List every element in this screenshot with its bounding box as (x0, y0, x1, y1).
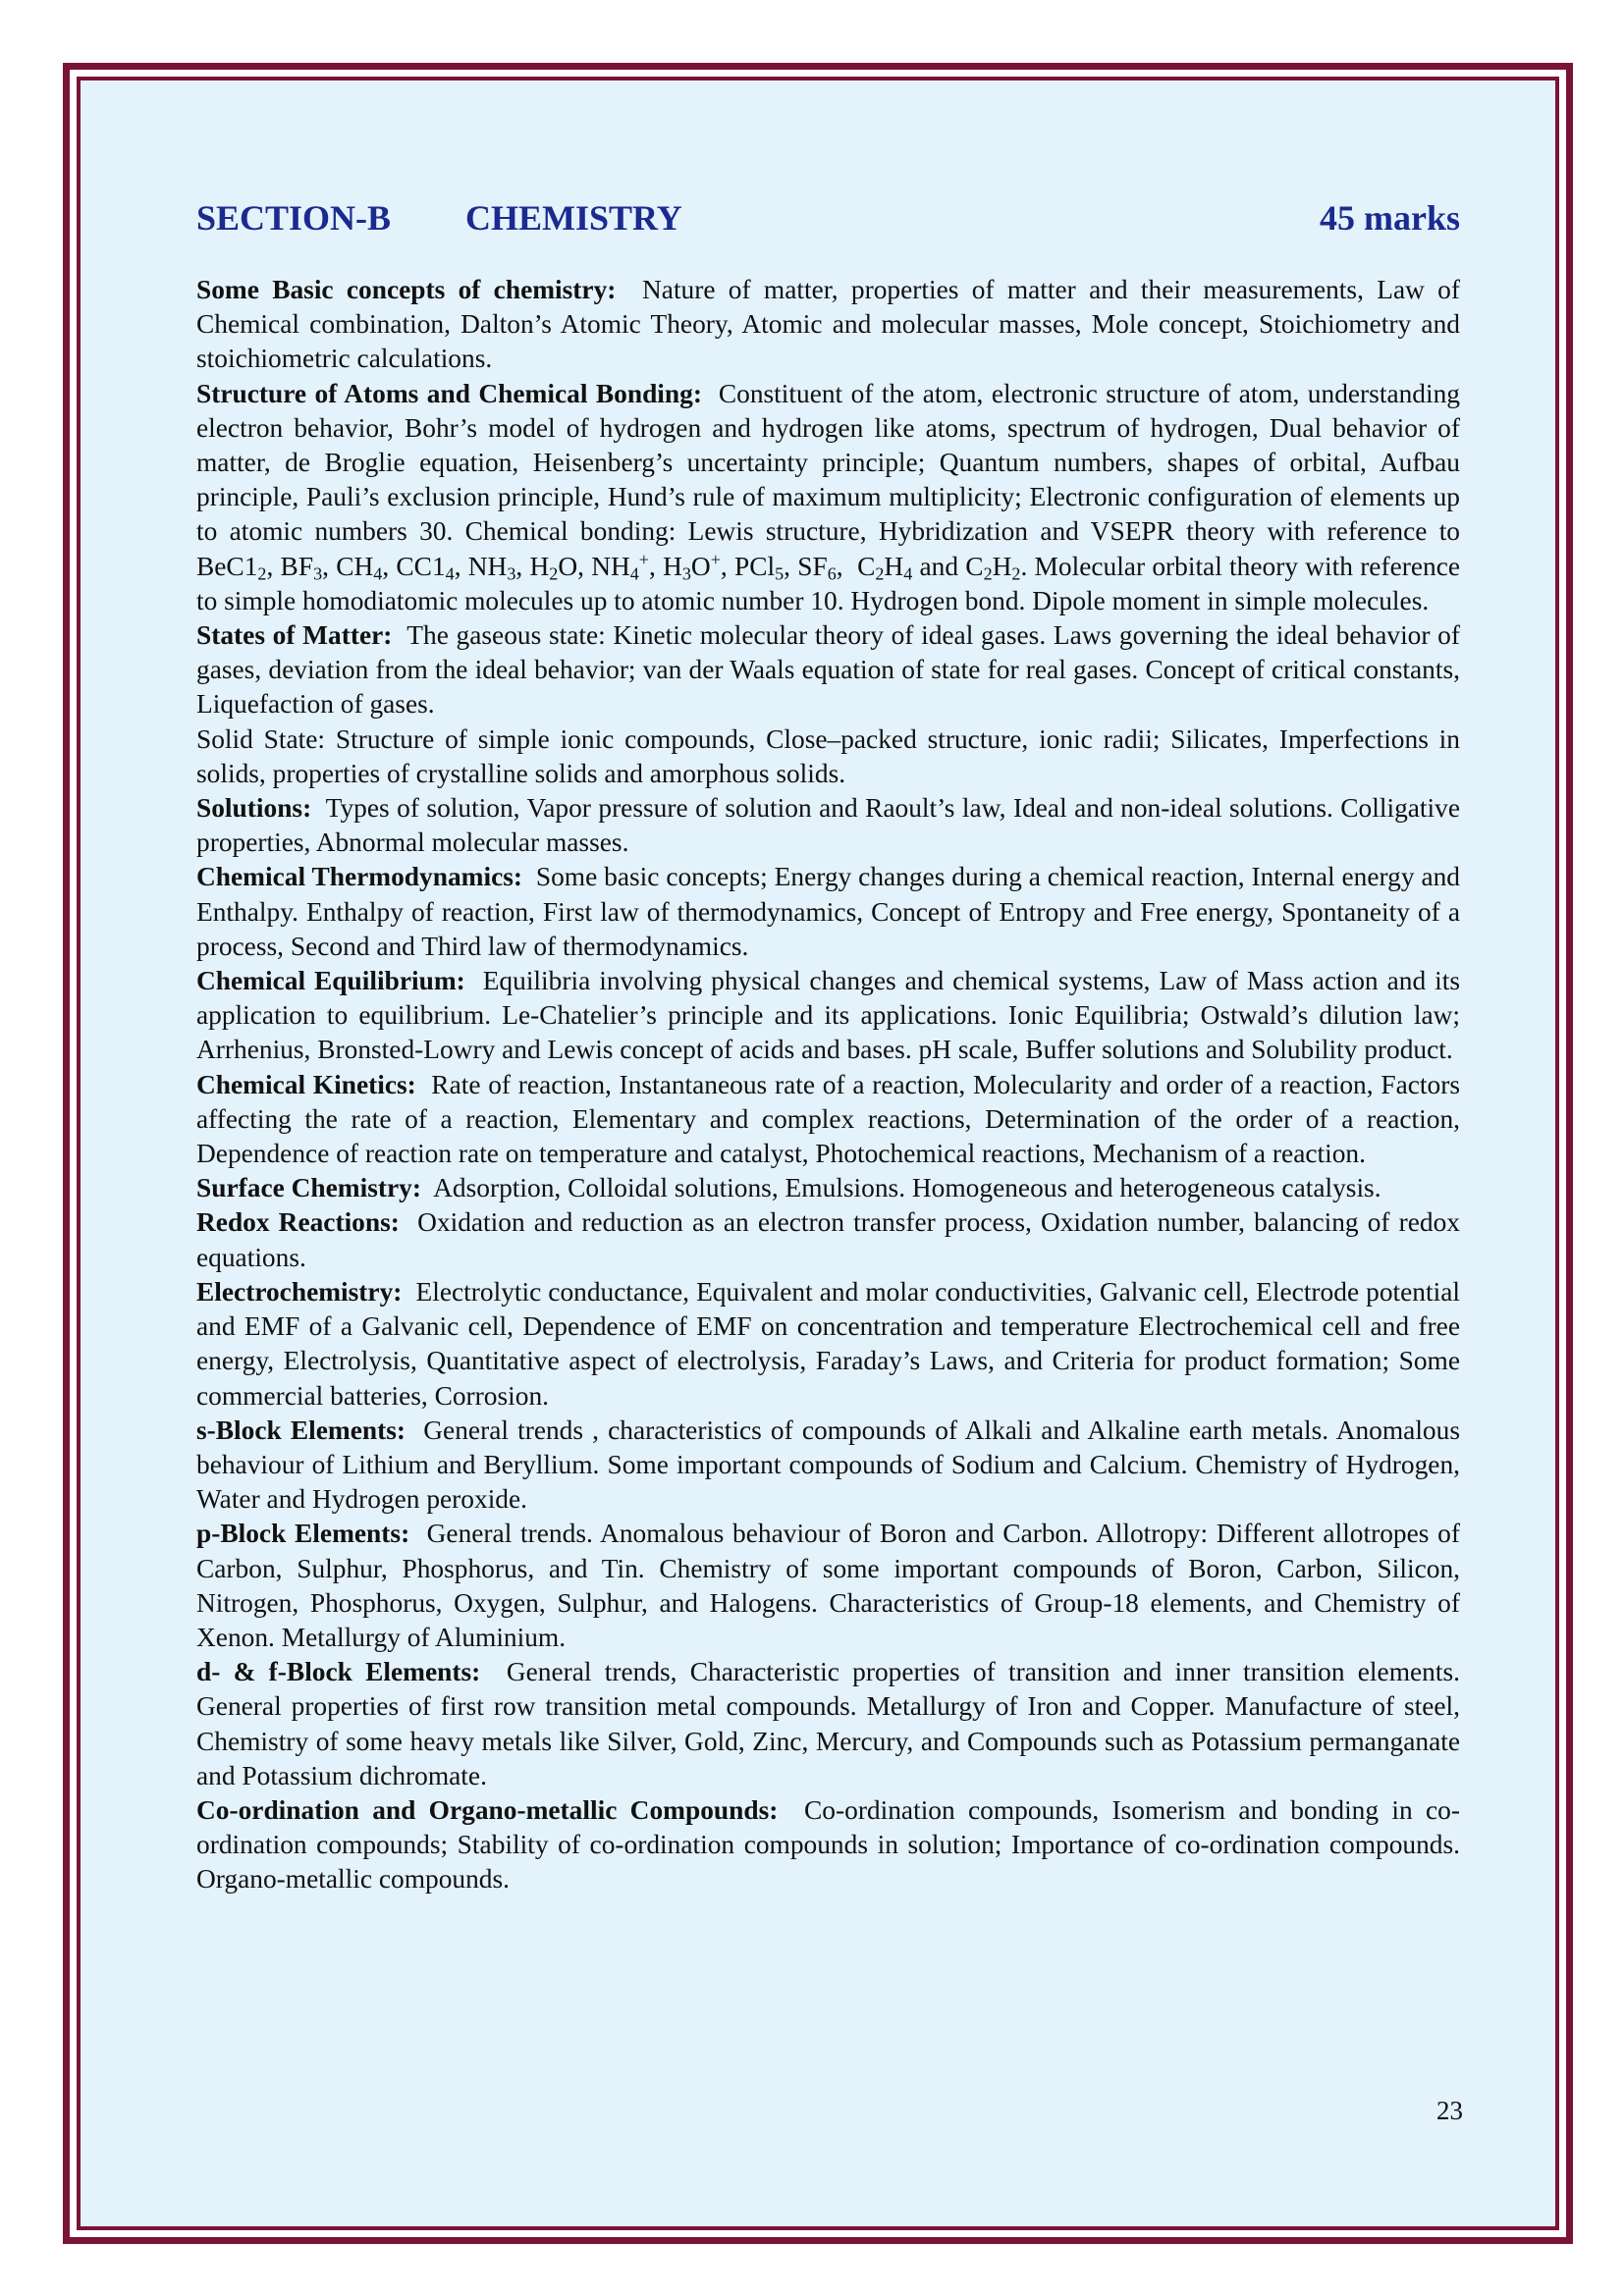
topic-title: Co-ordination and Organo-metallic Compounds: (196, 1794, 779, 1825)
topic-body: General trends, Characteristic properties of transition and inner transition elements. General properties of first row transition metal compounds. Metallurgy of Iron and Copper. Manufacture of steel, Chemistry of some heavy metals like Silver, Gold, Zinc, Mercury, and Compounds such as Potassium permanganate and Potassium dichromate. (196, 1657, 1460, 1790)
topic-title: s-Block Elements: (196, 1415, 406, 1445)
syllabus-topics (196, 273, 1460, 1897)
conjunction-and: and (919, 551, 959, 581)
topic-kinetics (196, 1068, 1460, 1172)
topic-solid-state (196, 722, 1460, 791)
formula-h2o: $H_2O$ (529, 551, 578, 584)
topic-body: Types of solution, Vapor pressure of solution and Raoult’s law, Ideal and non-ideal solutions. Colligative properties, Abnormal molecular masses. (196, 793, 1461, 858)
page-number: 23 (1436, 2096, 1463, 2125)
topic-title: p-Block Elements: (196, 1519, 410, 1549)
topic-body: Constituent of the atom, electronic structure of atom, understanding electron behavior, Bohr’s model of hydrogen and hydrogen like atoms, spectrum of hydrogen, Dual behavior of matter, de Broglie equation, Heisenberg’s uncertainty principle; Quantum numbers, shapes of orbital, Aufbau principle, Pauli’s exclusion principle, Hund’s rule of maximum multiplicity; Electronic configuration of elements up to atomic numbers 30. Chemical bonding: Lewis structure, Hybridization and VSEPR theory with reference to (196, 378, 1460, 547)
formula-ch4: $CH_4$ (336, 551, 383, 584)
formula-bf3: $BF_3$ (280, 551, 323, 584)
topic-title: Some Basic concepts of chemistry: (196, 275, 617, 304)
topic-surface-chemistry (196, 1171, 1460, 1205)
topic-solutions (196, 791, 1460, 860)
topic-body: The gaseous state: Kinetic molecular theory of ideal gases. Laws governing the ideal behavior of gases, deviation from the ideal behavior; van der Waals equation of state for real gases. Concept of critical constants, Liquefaction of gases. (196, 620, 1460, 720)
topic-body: Some basic concepts; Energy changes during a chemical reaction, Internal energy and Enthalpy. Enthalpy of reaction, First law of thermodynamics, Concept of Entropy and Free energy, Spontaneity of a process, Second and Third law of thermodynamics. (196, 862, 1460, 961)
topic-title: Surface Chemistry: (196, 1173, 421, 1203)
topic-equilibrium (196, 964, 1460, 1068)
topic-body: Oxidation and reduction as an electron transfer process, Oxidation number, balancing of redox equations. (196, 1207, 1460, 1272)
formula-becl2: $BeC1_2$ (196, 551, 267, 584)
section-subject: CHEMISTRY (465, 198, 682, 238)
topic-basic-concepts (196, 273, 1460, 377)
topic-title: Chemical Equilibrium: (196, 966, 465, 996)
topic-body: General trends , characteristics of compounds of Alkali and Alkaline earth metals. Anomalous behaviour of Lithium and Beryllium. Some important compounds of Sodium and Calcium. Chemistry of Hydrogen, Water and Hydrogen peroxide. (196, 1415, 1460, 1515)
topic-body-continued: Molecular orbital theory with reference to simple homodiatomic molecules up to atomic number 10. Hydrogen bond. Dipole moment in simple molecules. (196, 551, 1461, 615)
topic-electrochemistry (196, 1275, 1460, 1414)
topic-body: Adsorption, Colloidal solutions, Emulsions. Homogeneous and heterogeneous catalysis. (433, 1173, 1381, 1203)
topic-thermodynamics (196, 860, 1460, 964)
formula-sf6: $SF_6$ (797, 551, 837, 584)
topic-title: d- & f-Block Elements: (196, 1657, 481, 1687)
topic-title: Chemical Kinetics: (196, 1069, 416, 1099)
section-header (196, 192, 1460, 243)
formula-c2h2: $C_2H_2$ (965, 551, 1021, 584)
topic-title: States of Matter: (196, 620, 393, 651)
formula-nh4: $NH_4^+$ (591, 549, 649, 584)
page-content (196, 192, 1460, 1897)
formula-nh3: $NH_3$ (467, 551, 516, 584)
topic-body: Equilibria involving physical changes and chemical systems, Law of Mass action and its application to equilibrium. Le-Chatelier’s principle and its applications. Ionic Equilibria; Ostwald’s dilution law; Arrhenius, Bronsted-Lowry and Lewis concept of acids and bases. pH scale, Buffer solutions and Solubility product. (196, 966, 1460, 1065)
formula-h3o: $H_3O^+$ (663, 549, 721, 584)
formula-pcl5: PCl$_5$ (734, 551, 785, 584)
topic-title: Chemical Thermodynamics: (196, 862, 523, 892)
section-code: SECTION-B (196, 198, 392, 238)
topic-title: Solutions: (196, 793, 312, 824)
topic-body: Rate of reaction, Instantaneous rate of a reaction, Molecularity and order of a reaction, Factors affecting the rate of a reaction, Elementary and complex reactions, Determination of the order of a reaction, Dependence of reaction rate on temperature and catalyst, Photochemical reactions, Mechanism of a reaction. (196, 1069, 1460, 1169)
topic-body: Solid State: Structure of simple ionic compounds, Close–packed structure, ionic radii; Silicates, Imperfections in solids, properties of crystalline solids and amorphous solids. (196, 723, 1460, 788)
topic-p-block (196, 1517, 1460, 1655)
topic-body: General trends. Anomalous behaviour of Boron and Carbon. Allotropy: Different allotropes of Carbon, Sulphur, Phosphorus, and Tin. Chemistry of some important compounds of Boron, Carbon, Silicon, Nitrogen, Phosphorus, Oxygen, Sulphur, and Halogens. Characteristics of Group-18 elements, and Chemistry of Xenon. Metallurgy of Aluminium. (196, 1519, 1460, 1652)
formula-c2h4: $C_2H_4$ (857, 551, 913, 584)
topic-redox (196, 1205, 1460, 1274)
topic-body: Co-ordination compounds, Isomerism and bonding in co-ordination compounds; Stability of co-ordination compounds in solution; Importance of co-ordination compounds. Organo-metallic compounds. (196, 1794, 1460, 1895)
topic-title: Structure of Atoms and Chemical Bonding: (196, 378, 702, 408)
topic-s-block (196, 1414, 1460, 1518)
topic-states-of-matter (196, 618, 1460, 722)
topic-atoms-bonding: Structure of Atoms and Chemical Bonding: Constituent of the atom, electronic structure of atom, understanding electron behavior, Bohr’s model of hydrogen and hydrogen like atoms, spectrum of hydrogen, Dual behavior of matter, de Broglie equation, Heisenberg’s uncertainty principle; Quantum numbers, shapes of orbital, Aufbau principle, Pauli’s exclusion principle, Hund’s rule of maximum multiplicity; Electronic configuration of elements up to atomic numbers 30. Chemical bonding: Lewis structure, Hybridization and VSEPR theory with reference to $BeC1_2$, $BF_3$, $CH_4$, $CC1_4$, $NH_3$, $H_2O$, $NH_4^+$, $H_3O^+$, PCl$_5$, $SF_6$, $C_2H_4$ and $C_2H_2$. Molecular orbital theory with reference to simple homodiatomic molecules up to atomic number 10. Hydrogen bond. Dipole moment in simple molecules. (196, 378, 1461, 615)
topic-coordination (196, 1793, 1460, 1897)
topic-body: Electrolytic conductance, Equivalent and molar conductivities, Galvanic cell, Electrode potential and EMF of a Galvanic cell, Dependence of EMF on concentration and temperature Electrochemical cell and free energy, Electrolysis, Quantitative aspect of electrolysis, Faraday’s Laws, and Criteria for product formation; Some commercial batteries, Corrosion. (196, 1276, 1460, 1411)
topic-title: Electrochemistry: (196, 1276, 403, 1307)
topic-body: Nature of matter, properties of matter and their measurements, Law of Chemical combination, Dalton’s Atomic Theory, Atomic and molecular masses, Mole concept, Stoichiometry and stoichiometric calculations. (196, 275, 1460, 374)
section-marks: 45 marks (1320, 198, 1460, 238)
formula-ccl4: $CC1_4$ (396, 551, 455, 584)
topic-d-f-block (196, 1655, 1460, 1793)
topic-title: Redox Reactions: (196, 1207, 400, 1238)
